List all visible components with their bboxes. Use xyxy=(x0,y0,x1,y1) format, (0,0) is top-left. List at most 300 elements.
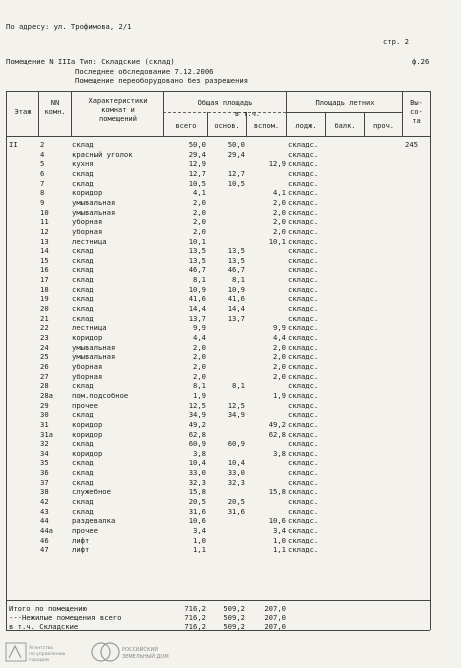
aux-area-cell: 3,8 xyxy=(273,448,286,458)
main-area-cell: 60,9 xyxy=(227,439,245,449)
room-number-cell: 34 xyxy=(40,448,49,458)
aux-area-cell: 3,4 xyxy=(273,526,286,535)
table-row xyxy=(6,314,430,323)
main-area-cell: 8,1 xyxy=(232,275,245,285)
table-row xyxy=(6,294,430,303)
room-name-cell: склад xyxy=(72,497,94,507)
aux-area-cell: 4,4 xyxy=(273,333,286,342)
room-name-cell: склад xyxy=(72,178,94,188)
aux-area-cell: 2,0 xyxy=(273,197,286,207)
aux-area-cell: 2,0 xyxy=(273,342,286,352)
category-cell: складс. xyxy=(288,140,319,149)
category-cell: складс. xyxy=(288,149,319,159)
total-area-cell: 2,0 xyxy=(193,207,206,217)
room-number-cell: 23 xyxy=(40,333,49,342)
category-cell: складс. xyxy=(288,458,319,468)
table-row xyxy=(6,198,430,207)
table-row xyxy=(6,352,430,361)
category-cell: складс. xyxy=(288,390,319,400)
room-name-cell: склад xyxy=(72,265,94,275)
main-area-cell: 34,9 xyxy=(227,410,245,420)
room-name-cell: прочее xyxy=(72,526,98,535)
table-row xyxy=(6,401,430,410)
svg-text:по управлению: по управлению xyxy=(29,652,66,657)
totals-aux: 207,0 xyxy=(264,622,286,631)
room-number-cell: 19 xyxy=(40,294,49,304)
main-area-cell: 13,7 xyxy=(227,313,245,323)
room-number-cell: 4 xyxy=(40,149,45,159)
main-area-cell: 46,7 xyxy=(227,265,245,275)
total-area-cell: 1,9 xyxy=(193,390,206,400)
total-area-cell: 29,4 xyxy=(188,149,206,159)
total-area-cell: 10,9 xyxy=(188,284,206,294)
category-cell: складс. xyxy=(288,275,319,285)
room-number-cell: 44а xyxy=(40,526,53,535)
room-name-cell: умывальная xyxy=(72,352,116,362)
header-characteristics-3: помещений xyxy=(99,115,137,123)
table-row xyxy=(6,449,430,458)
room-number-cell: 28 xyxy=(40,381,49,391)
table-row xyxy=(6,208,430,217)
table-row xyxy=(6,420,430,429)
header-all: всего xyxy=(175,122,197,130)
total-area-cell: 10,1 xyxy=(188,236,206,246)
totals-total: 716,2 xyxy=(184,613,206,622)
total-area-cell: 2,0 xyxy=(193,352,206,362)
room-name-cell: умывальная xyxy=(72,342,116,352)
table-row xyxy=(6,487,430,496)
total-area-cell: 62,8 xyxy=(188,429,206,439)
room-number-cell: 43 xyxy=(40,506,49,516)
room-name-cell: кухня xyxy=(72,159,94,169)
total-area-cell: 10,4 xyxy=(188,458,206,468)
table-row xyxy=(6,217,430,226)
room-name-cell: лифт xyxy=(72,535,90,545)
note-line: Помещение переоборудовано без разрешения xyxy=(75,76,249,85)
room-name-cell: лестница xyxy=(72,323,107,333)
totals-main: 509,2 xyxy=(223,604,245,613)
total-area-cell: 1,0 xyxy=(193,535,206,545)
room-name-cell: склад xyxy=(72,468,94,478)
total-area-cell: 46,7 xyxy=(188,265,206,275)
category-cell: складс. xyxy=(288,294,319,304)
table-row xyxy=(6,159,430,168)
table-row xyxy=(6,169,430,178)
room-number-cell: 27 xyxy=(40,371,49,381)
category-cell: складс. xyxy=(288,197,319,207)
category-cell: складс. xyxy=(288,487,319,497)
aux-area-cell: 2,0 xyxy=(273,217,286,227)
header-balcony: балк. xyxy=(334,122,356,130)
aux-area-cell: 2,0 xyxy=(273,371,286,381)
total-area-cell: 3,4 xyxy=(193,526,206,535)
main-area-cell: 13,5 xyxy=(227,255,245,265)
table-row xyxy=(6,391,430,400)
table-row xyxy=(6,516,430,525)
main-area-cell: 10,9 xyxy=(227,284,245,294)
header-room: комн. xyxy=(44,108,66,116)
room-name-cell: уборная xyxy=(72,361,103,371)
table-row xyxy=(6,275,430,284)
table-row xyxy=(6,468,430,477)
aux-area-cell: 2,0 xyxy=(273,352,286,362)
table-row xyxy=(6,227,430,236)
room-number-cell: 46 xyxy=(40,535,49,545)
room-number-cell: 5 xyxy=(40,159,45,169)
height-cell: 245 xyxy=(405,140,418,149)
header-loggia: лодж. xyxy=(295,122,317,130)
room-number-cell: 30 xyxy=(40,410,49,420)
room-name-cell: коридор xyxy=(72,333,103,342)
room-name-cell: пом.подсобное xyxy=(72,390,129,400)
totals-aux: 207,0 xyxy=(264,613,286,622)
main-area-cell: 13,5 xyxy=(227,246,245,256)
room-name-cell: лифт xyxy=(72,545,90,555)
room-number-cell: 9 xyxy=(40,197,45,207)
room-number-cell: 32 xyxy=(40,439,49,449)
room-number-cell: 13 xyxy=(40,236,49,246)
aux-area-cell: 2,0 xyxy=(273,361,286,371)
main-area-cell: 14,4 xyxy=(227,304,245,314)
totals-total: 716,2 xyxy=(184,622,206,631)
room-number-cell: 11 xyxy=(40,217,49,227)
main-area-cell: 32,3 xyxy=(227,477,245,487)
total-area-cell: 3,8 xyxy=(193,448,206,458)
main-area-cell: 20,5 xyxy=(227,497,245,507)
room-name-cell: умывальная xyxy=(72,197,116,207)
total-area-cell: 12,9 xyxy=(188,159,206,169)
category-cell: складс. xyxy=(288,188,319,198)
room-name-cell: склад xyxy=(72,506,94,516)
room-name-cell: склад xyxy=(72,313,94,323)
room-name-cell: уборная xyxy=(72,226,103,236)
main-area-cell: 12,7 xyxy=(227,168,245,178)
total-area-cell: 8,1 xyxy=(193,275,206,285)
total-area-cell: 2,0 xyxy=(193,197,206,207)
total-area-cell: 4,1 xyxy=(193,188,206,198)
total-area-cell: 14,4 xyxy=(188,304,206,314)
category-cell: складс. xyxy=(288,526,319,535)
room-name-cell: служебное xyxy=(72,487,111,497)
total-area-cell: 20,5 xyxy=(188,497,206,507)
aux-area-cell: 15,8 xyxy=(268,487,286,497)
room-name-cell: склад xyxy=(72,458,94,468)
aux-area-cell: 10,1 xyxy=(268,236,286,246)
main-area-cell: 31,6 xyxy=(227,506,245,516)
category-cell: складс. xyxy=(288,255,319,265)
table-row xyxy=(6,256,430,265)
table-row xyxy=(6,526,430,535)
totals-row xyxy=(6,604,430,613)
room-name-cell: красный уголок xyxy=(72,149,133,159)
category-cell: складс. xyxy=(288,313,319,323)
main-area-cell: 41,6 xyxy=(227,294,245,304)
total-area-cell: 49,2 xyxy=(188,419,206,429)
header-aux: вспом. xyxy=(253,122,280,130)
category-cell: складс. xyxy=(288,419,319,429)
category-cell: складс. xyxy=(288,410,319,420)
svg-text:РОССИЙСКИЙ: РОССИЙСКИЙ xyxy=(122,647,158,653)
room-name-cell: склад xyxy=(72,381,94,391)
total-area-cell: 13,7 xyxy=(188,313,206,323)
room-number-cell: 28а xyxy=(40,390,53,400)
main-area-cell: 29,4 xyxy=(227,149,245,159)
aux-area-cell: 1,0 xyxy=(273,535,286,545)
totals-aux: 207,0 xyxy=(264,604,286,613)
room-number-cell: 36 xyxy=(40,468,49,478)
table-row xyxy=(6,439,430,448)
room-name-cell: склад xyxy=(72,477,94,487)
category-cell: складс. xyxy=(288,361,319,371)
category-cell: складс. xyxy=(288,168,319,178)
room-name-cell: склад xyxy=(72,284,94,294)
aux-area-cell: 1,1 xyxy=(273,545,286,555)
room-name-cell: прочее xyxy=(72,400,98,410)
table-row xyxy=(6,458,430,467)
aux-area-cell: 9,9 xyxy=(273,323,286,333)
category-cell: складс. xyxy=(288,236,319,246)
header-main: основ. xyxy=(214,122,240,130)
category-cell: складс. xyxy=(288,352,319,362)
category-cell: складс. xyxy=(288,497,319,507)
room-number-cell: 35 xyxy=(40,458,49,468)
table-row xyxy=(6,372,430,381)
svg-text:городом: городом xyxy=(29,658,49,663)
category-cell: складс. xyxy=(288,535,319,545)
header-total-area: Общая площадь xyxy=(197,99,253,107)
header-height-3: та xyxy=(412,117,421,125)
room-number-cell: 21 xyxy=(40,313,49,323)
room-number-cell: 25 xyxy=(40,352,49,362)
room-name-cell: коридор xyxy=(72,188,103,198)
aux-area-cell: 10,6 xyxy=(268,516,286,526)
room-name-cell: раздевалка xyxy=(72,516,116,526)
room-number-cell: 24 xyxy=(40,342,49,352)
room-name-cell: склад xyxy=(72,255,94,265)
table-row xyxy=(6,545,430,554)
table-row xyxy=(6,497,430,506)
room-name-cell: коридор xyxy=(72,419,103,429)
total-area-cell: 2,0 xyxy=(193,371,206,381)
total-area-cell: 10,6 xyxy=(188,516,206,526)
category-cell: складс. xyxy=(288,468,319,478)
table-row xyxy=(6,536,430,545)
total-area-cell: 8,1 xyxy=(193,381,206,391)
total-area-cell: 12,5 xyxy=(188,400,206,410)
room-number-cell: 16 xyxy=(40,265,49,275)
totals-row xyxy=(6,613,430,622)
totals-label: в т.ч. Складские xyxy=(9,622,79,631)
room-number-cell: 6 xyxy=(40,168,45,178)
room-name-cell: склад xyxy=(72,439,94,449)
room-name-cell: умывальная xyxy=(72,207,116,217)
table-row xyxy=(6,265,430,274)
room-name-cell: склад xyxy=(72,275,94,285)
table-row xyxy=(6,410,430,419)
table-row xyxy=(6,507,430,516)
room-name-cell: склад xyxy=(72,294,94,304)
category-cell: складс. xyxy=(288,323,319,333)
totals-main: 509,2 xyxy=(223,613,245,622)
table-row xyxy=(6,333,430,342)
room-number-cell: 8 xyxy=(40,188,45,198)
premises-line: Помещение N IIIа Тип: Складские (склад) xyxy=(6,57,175,66)
aux-area-cell: 1,9 xyxy=(273,390,286,400)
total-area-cell: 33,0 xyxy=(188,468,206,478)
total-area-cell: 1,1 xyxy=(193,545,206,555)
header-height: Вы- xyxy=(410,99,423,107)
total-area-cell: 12,7 xyxy=(188,168,206,178)
address-line: По адресу: ул. Трофимова, 2/1 xyxy=(6,22,132,31)
room-number-cell: 2 xyxy=(40,140,45,149)
room-number-cell: 47 xyxy=(40,545,49,555)
category-cell: складс. xyxy=(288,159,319,169)
category-cell: складс. xyxy=(288,381,319,391)
room-number-cell: 44 xyxy=(40,516,49,526)
main-area-cell: 33,0 xyxy=(227,468,245,478)
room-number-cell: 18 xyxy=(40,284,49,294)
category-cell: складс. xyxy=(288,333,319,342)
totals-total: 716,2 xyxy=(184,604,206,613)
table-row xyxy=(6,323,430,332)
category-cell: складс. xyxy=(288,545,319,555)
totals-label: Итого по помещению xyxy=(9,604,87,613)
room-number-cell: 42 xyxy=(40,497,49,507)
total-area-cell: 13,5 xyxy=(188,255,206,265)
totals-main: 509,2 xyxy=(223,622,245,631)
main-area-cell: 10,5 xyxy=(227,178,245,188)
room-number-cell: 7 xyxy=(40,178,45,188)
room-number-cell: 29 xyxy=(40,400,49,410)
total-area-cell: 15,8 xyxy=(188,487,206,497)
table-row xyxy=(6,304,430,313)
aux-area-cell: 49,2 xyxy=(268,419,286,429)
table-row xyxy=(6,362,430,371)
category-cell: складс. xyxy=(288,246,319,256)
room-name-cell: склад xyxy=(72,140,94,149)
aux-area-cell: 62,8 xyxy=(268,429,286,439)
totals-label: ---Нежилые помещения всего xyxy=(9,613,122,622)
header-other: проч. xyxy=(372,122,395,130)
page-number: стр. 2 xyxy=(383,37,409,46)
category-cell: складс. xyxy=(288,304,319,314)
room-number-cell: 26 xyxy=(40,361,49,371)
svg-text:ЗЕМЕЛЬНЫЙ ДОМ: ЗЕМЕЛЬНЫЙ ДОМ xyxy=(122,654,169,660)
room-name-cell: уборная xyxy=(72,371,103,381)
form-code: ф.26 xyxy=(412,57,430,66)
room-number-cell: 17 xyxy=(40,275,49,285)
table-row xyxy=(6,150,430,159)
room-number-cell: 10 xyxy=(40,207,49,217)
header-characteristics-2: комнат и xyxy=(101,106,135,114)
total-area-cell: 2,0 xyxy=(193,217,206,227)
room-name-cell: коридор xyxy=(72,448,103,458)
total-area-cell: 32,3 xyxy=(188,477,206,487)
header-floor: Этаж xyxy=(14,108,32,116)
room-number-cell: 31 xyxy=(40,419,49,429)
table-row xyxy=(6,478,430,487)
room-name-cell: склад xyxy=(72,246,94,256)
table-row xyxy=(6,179,430,188)
room-number-cell: 37 xyxy=(40,477,49,487)
room-number-cell: 12 xyxy=(40,226,49,236)
svg-text:Агентство: Агентство xyxy=(29,646,54,651)
room-name-cell: склад xyxy=(72,410,94,420)
room-number-cell: 20 xyxy=(40,304,49,314)
room-name-cell: склад xyxy=(72,168,94,178)
table-row xyxy=(6,343,430,352)
category-cell: складс. xyxy=(288,439,319,449)
table-row xyxy=(6,381,430,390)
total-area-cell: 9,9 xyxy=(193,323,206,333)
category-cell: складс. xyxy=(288,178,319,188)
category-cell: складс. xyxy=(288,477,319,487)
category-cell: складс. xyxy=(288,448,319,458)
table-row xyxy=(6,246,430,255)
table-row xyxy=(6,430,430,439)
room-number-cell: 15 xyxy=(40,255,49,265)
category-cell: складс. xyxy=(288,207,319,217)
table-row xyxy=(6,285,430,294)
header-incl: в т.ч. xyxy=(234,110,261,118)
aux-area-cell: 4,1 xyxy=(273,188,286,198)
total-area-cell: 50,0 xyxy=(188,140,206,149)
category-cell: складс. xyxy=(288,516,319,526)
main-area-cell: 8,1 xyxy=(232,381,245,391)
header-summer-area: Площадь летних xyxy=(315,99,375,107)
category-cell: складс. xyxy=(288,506,319,516)
aux-area-cell: 12,9 xyxy=(268,159,286,169)
total-area-cell: 41,6 xyxy=(188,294,206,304)
category-cell: складс. xyxy=(288,342,319,352)
category-cell: складс. xyxy=(288,429,319,439)
main-area-cell: 50,0 xyxy=(227,140,245,149)
total-area-cell: 31,6 xyxy=(188,506,206,516)
category-cell: складс. xyxy=(288,226,319,236)
category-cell: складс. xyxy=(288,371,319,381)
main-area-cell: 10,4 xyxy=(227,458,245,468)
aux-area-cell: 2,0 xyxy=(273,207,286,217)
floor-cell: II xyxy=(9,140,18,149)
room-number-cell: 14 xyxy=(40,246,49,256)
header-nn: NN xyxy=(50,99,60,107)
aux-area-cell: 2,0 xyxy=(273,226,286,236)
total-area-cell: 2,0 xyxy=(193,226,206,236)
table-row xyxy=(6,188,430,197)
table-row xyxy=(6,237,430,246)
total-area-cell: 34,9 xyxy=(188,410,206,420)
category-cell: складс. xyxy=(288,217,319,227)
header-height-2: со- xyxy=(410,108,423,116)
totals-row xyxy=(6,622,430,631)
header-characteristics: Характеристики xyxy=(88,97,148,105)
total-area-cell: 2,0 xyxy=(193,342,206,352)
room-name-cell: лестница xyxy=(72,236,107,246)
table-row xyxy=(6,140,430,149)
room-number-cell: 38 xyxy=(40,487,49,497)
category-cell: складс. xyxy=(288,284,319,294)
agency-logo xyxy=(5,640,79,664)
room-name-cell: коридор xyxy=(72,429,103,439)
room-name-cell: склад xyxy=(72,304,94,314)
total-area-cell: 13,5 xyxy=(188,246,206,256)
category-cell: складс. xyxy=(288,400,319,410)
total-area-cell: 60,9 xyxy=(188,439,206,449)
room-number-cell: 31а xyxy=(40,429,53,439)
room-name-cell: уборная xyxy=(72,217,103,227)
total-area-cell: 4,4 xyxy=(193,333,206,342)
total-area-cell: 2,0 xyxy=(193,361,206,371)
